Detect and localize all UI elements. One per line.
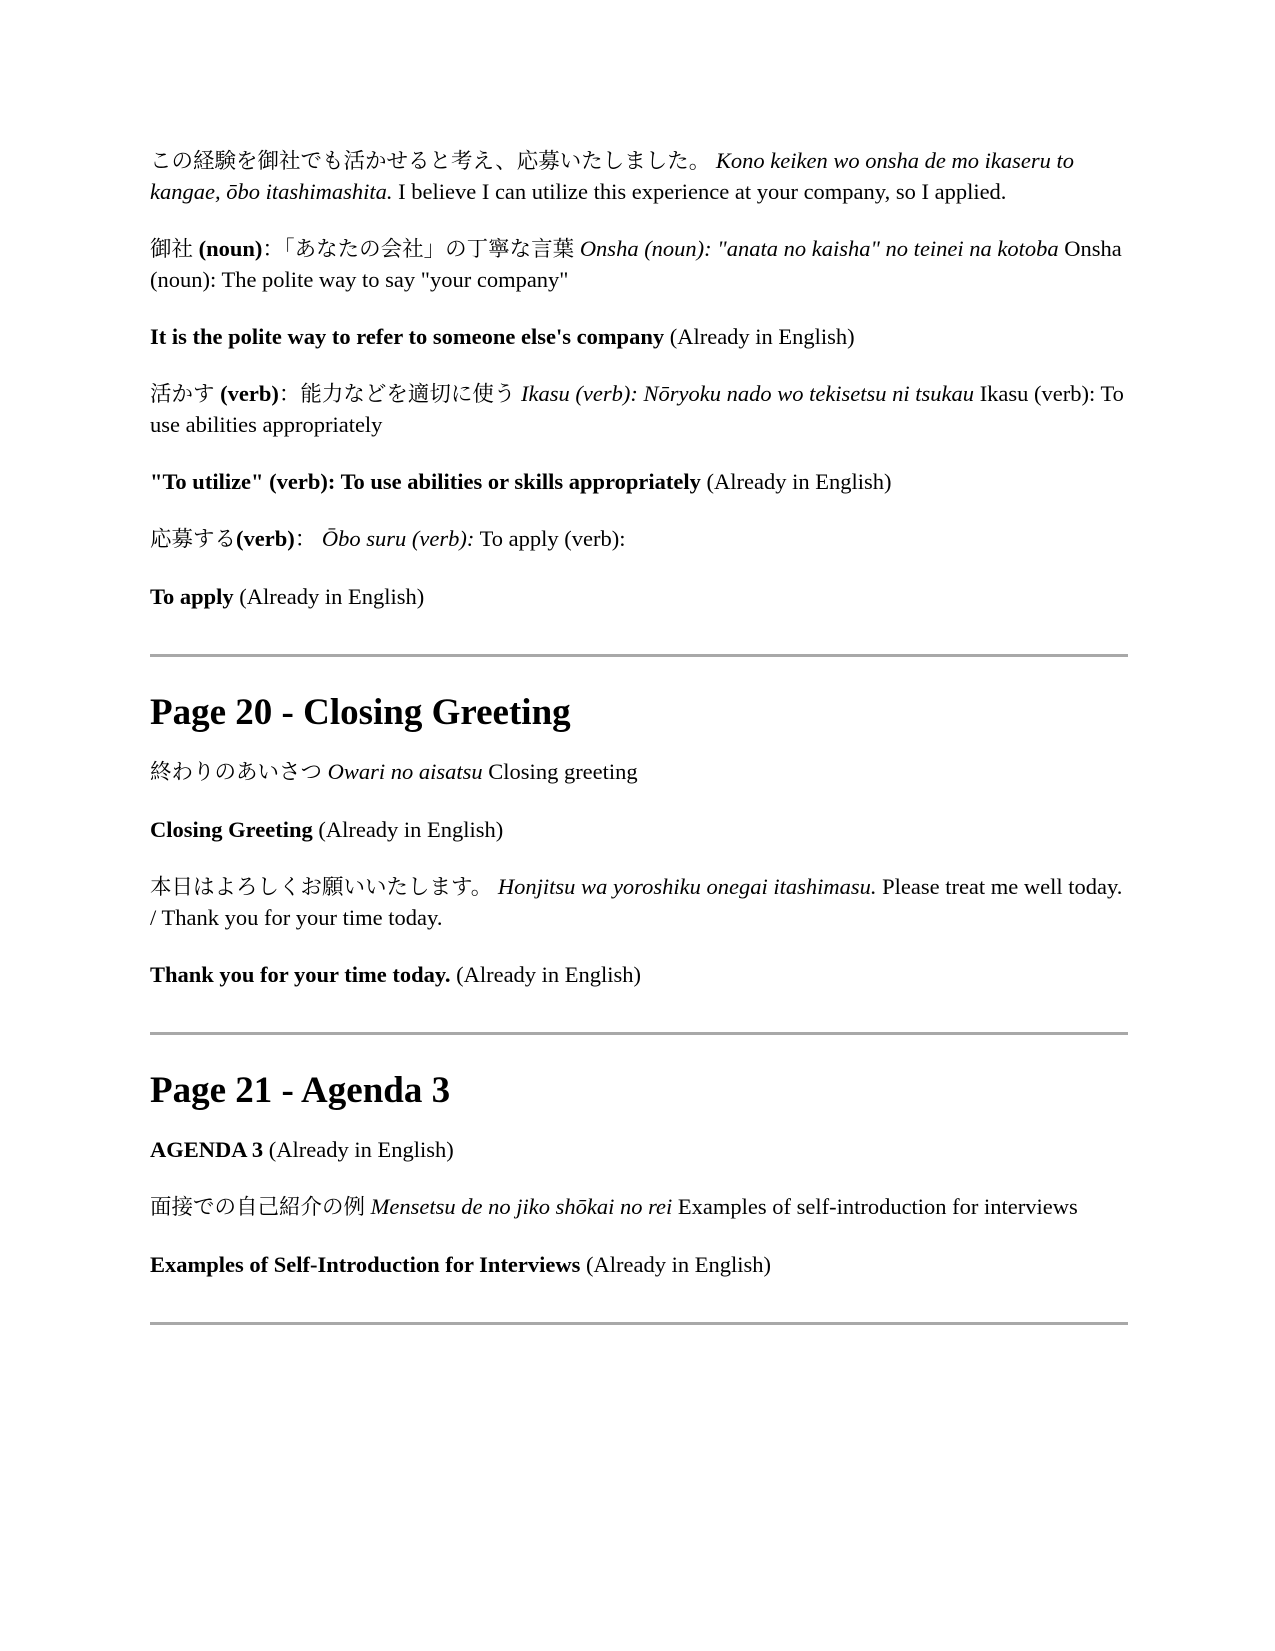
bold-text: Closing Greeting: [150, 817, 313, 842]
romaji-text: Ōbo suru (verb):: [321, 526, 475, 551]
paragraph: [150, 1135, 1128, 1165]
bold-text: (verb): [214, 381, 279, 406]
english-text: Examples of self-introduction for interviews: [677, 1194, 1078, 1219]
document-page: [150, 146, 1128, 1325]
bold-text: To apply: [150, 584, 234, 609]
paragraph: [150, 524, 1128, 555]
bold-text: (verb): [236, 526, 295, 551]
english-text: To apply (verb):: [479, 526, 626, 551]
paragraph: [150, 872, 1128, 933]
note-text: (Already in English): [706, 469, 892, 494]
paragraph: [150, 146, 1128, 207]
paragraph: [150, 467, 1128, 497]
japanese-text: 活かす: [150, 382, 215, 407]
paragraph: [150, 322, 1128, 352]
bold-text: It is the polite way to refer to someone else's company: [150, 324, 665, 349]
english-text: Ikasu (verb): To use abilities appropriately: [150, 381, 1124, 437]
bold-text: (noun): [193, 236, 263, 261]
bold-text: "To utilize" (verb): To use abilities or skills appropriately: [150, 469, 701, 494]
japanese-text: 面接での自己紹介の例: [150, 1195, 366, 1220]
paragraph: [150, 1192, 1128, 1223]
note-text: (Already in English): [318, 817, 504, 842]
bold-text: AGENDA 3: [150, 1137, 264, 1162]
paragraph: [150, 1250, 1128, 1280]
paragraph: [150, 757, 1128, 788]
note-text: (Already in English): [669, 324, 855, 349]
english-text: Closing greeting: [488, 759, 638, 784]
section-divider: [150, 654, 1128, 657]
english-text: I believe I can utilize this experience at your company, so I applied.: [398, 179, 1007, 204]
japanese-text: ：: [294, 527, 317, 552]
note-text: (Already in English): [456, 962, 642, 987]
note-text: (Already in English): [268, 1137, 454, 1162]
paragraph: [150, 815, 1128, 845]
romaji-text: Mensetsu de no jiko shōkai no rei: [370, 1194, 673, 1219]
paragraph: [150, 379, 1128, 440]
romaji-text: Onsha (noun): "anata no kaisha" no teinei na kotoba: [579, 236, 1059, 261]
romaji-text: Owari no aisatsu: [327, 759, 483, 784]
section-divider: [150, 1322, 1128, 1325]
japanese-text: 応募する: [150, 527, 237, 552]
section-heading: Page 20 - Closing Greeting: [150, 692, 571, 733]
japanese-text: 本日はよろしくお願いいたします。: [150, 875, 493, 900]
english-text: Onsha (noun): The polite way to say "your company": [150, 236, 1122, 292]
japanese-text: 御社: [150, 237, 194, 262]
note-text: (Already in English): [586, 1252, 771, 1277]
japanese-text: この経験を御社でも活かせると考え、応募いたしました。: [150, 149, 711, 174]
japanese-text: ：能力などを適切に使う: [278, 382, 516, 407]
english-text: Please treat me well today. / Thank you for your time today.: [150, 874, 1123, 930]
section-divider: [150, 1032, 1128, 1035]
note-text: (Already in English): [239, 584, 425, 609]
romaji-text: Honjitsu wa yoroshiku onegai itashimasu.: [497, 874, 877, 899]
bold-text: Thank you for your time today.: [150, 962, 451, 987]
romaji-text: Ikasu (verb): Nōryoku nado wo tekisetsu ni tsukau: [521, 381, 975, 406]
bold-text: Examples of Self-Introduction for Interviews: [150, 1252, 581, 1277]
japanese-text: ：「あなたの会社」の丁寧な言葉: [262, 237, 575, 262]
paragraph: [150, 582, 1128, 612]
paragraph: [150, 234, 1128, 295]
paragraph: [150, 960, 1128, 990]
japanese-text: 終わりのあいさつ: [150, 760, 323, 785]
section-heading: Page 21 - Agenda 3: [150, 1070, 451, 1111]
romaji-text: Kono keiken wo onsha de mo ikaseru to kangae, ōbo itashimashita.: [150, 148, 1074, 204]
